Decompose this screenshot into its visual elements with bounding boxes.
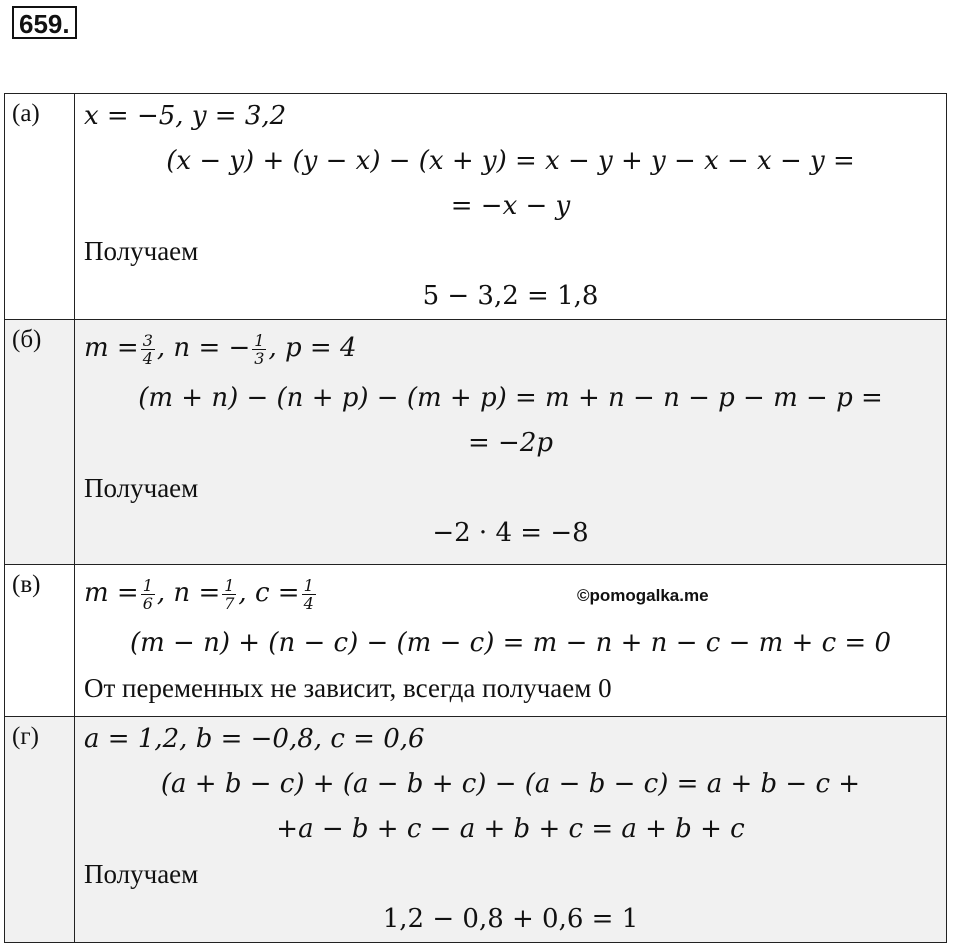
result-line: 1,2 − 0,8 + 0,6 = 1 [382,904,639,934]
result-line: 5 − 3,2 = 1,8 [422,281,599,311]
row-content [75,320,947,565]
row-a [5,94,947,320]
equation-line: (a + b − c) + (a − b + c) − (a − b − c) = a + b − c + [160,769,861,799]
given-n: , n = [156,578,221,608]
equation-line: (x − y) + (y − x) − (x + y) = x − y + y − x − x − y = [166,146,855,176]
result-caption: Получаем [84,236,199,266]
watermark: ©pomogalka.me [577,586,709,605]
numerator: 1 [303,575,314,595]
denominator: 4 [142,348,153,368]
problem-number: 659. [12,6,77,39]
result-caption: От переменных не зависит, всегда получаем 0 [84,673,612,703]
numerator: 1 [142,575,153,595]
equation-line: +a − b + c − a + b + c = a + b + c [276,814,745,844]
row-label: (а) [5,94,75,320]
result-caption: Получаем [84,859,199,889]
result-caption: Получаем [84,473,199,503]
solution-table [4,93,947,943]
equation-line: = −2p [467,428,554,458]
row-label: (г) [5,717,75,943]
given-p: , p = 4 [268,333,357,363]
given-values: x = −5, y = 3,2 [84,101,287,131]
row-content [75,565,947,717]
denominator: 3 [254,348,265,368]
given-n: , n = − [156,333,251,363]
row-content [75,717,947,943]
numerator: 3 [142,330,153,350]
row-content [75,94,947,320]
denominator: 7 [224,593,235,613]
fraction [141,332,155,367]
fraction [141,577,155,612]
equation-line: = −x − y [450,191,571,221]
row-b [5,320,947,565]
fraction [222,577,236,612]
row-label: (б) [5,320,75,565]
fraction [302,577,316,612]
given-values: a = 1,2, b = −0,8, c = 0,6 [84,724,425,754]
row-g [5,717,947,943]
result-line: −2 · 4 = −8 [432,518,589,548]
fraction [252,332,266,367]
row-v [5,565,947,717]
denominator: 6 [142,593,153,613]
given-m: m = [84,333,139,363]
row-label: (в) [5,565,75,717]
given-m: m = [84,578,139,608]
numerator: 1 [224,575,235,595]
numerator: 1 [254,330,265,350]
equation-line: (m − n) + (n − c) − (m − c) = m − n + n − c − m + c = 0 [129,628,892,658]
denominator: 4 [303,593,314,613]
given-c: , c = [238,578,300,608]
equation-line: (m + n) − (n + p) − (m + p) = m + n − n − p − m − p = [138,383,883,413]
given-values [75,565,946,621]
given-values [75,320,946,376]
